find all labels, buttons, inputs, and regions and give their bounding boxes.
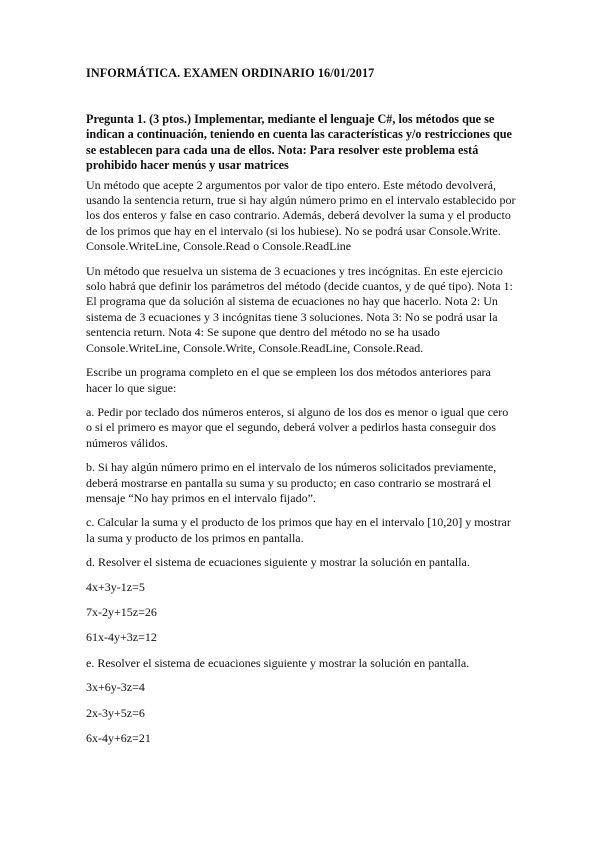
paragraph-program: Escribe un programa completo en el que se empleen los dos métodos anteriores para hacer lo que sigue:: [86, 365, 491, 395]
equation-d-2: 7x-2y+15z=26: [86, 604, 157, 619]
exam-title: INFORMÁTICA. EXAMEN ORDINARIO 16/01/2017: [86, 66, 375, 80]
item-d: d. Resolver el sistema de ecuaciones siguiente y mostrar la solución en pantalla.: [86, 555, 470, 570]
equation-e-2: 2x-3y+5z=6: [86, 705, 145, 720]
paragraph-method-2: Un método que resuelva un sistema de 3 ecuaciones y tres incógnitas. En este ejercicio solo habrá que definir los parámetros del método (decide cuantos, y de qué tipo). Nota 1: El programa que da solución al sistema de ecuaciones no hay que hacerlo. Nota 2: Un sistema de 3 ecuaciones y 3 incógnitas tiene 3 soluciones. Nota 3: No se podrá usar la sentencia return. Nota 4: Se supone que dentro del método no se ha usado Console.WriteLine, Console.Write, Console.ReadLine, Console.Read.: [86, 263, 513, 355]
item-e: e. Resolver el sistema de ecuaciones siguiente y mostrar la solución en pantalla.: [86, 655, 470, 670]
item-a: a. Pedir por teclado dos números enteros, si alguno de los dos es menor o igual que cero o si el primero es mayor que el segundo, deberá volver a pedirlos hasta conseguir dos números válidos.: [86, 404, 509, 450]
equation-d-1: 4x+3y-1z=5: [86, 579, 145, 594]
item-b: b. Si hay algún número primo en el intervalo de los números solicitados previamente, deberá mostrarse en pantalla su suma y su producto; en caso contrario se mostrará el mensaje “No hay primos en el intervalo fijado”.: [86, 460, 497, 505]
equation-d-3: 61x-4y+3z=12: [86, 630, 157, 645]
item-c: c. Calcular la suma y el producto de los primos que hay en el intervalo [10,20] y mostrar la suma y producto de los primos en pantalla.: [86, 515, 511, 545]
equation-e-1: 3x+6y-3z=4: [86, 680, 145, 695]
exam-page: [86, 66, 516, 756]
equation-e-3: 6x-4y+6z=21: [86, 731, 151, 745]
question-1-heading: Pregunta 1. (3 ptos.) Implementar, mediante el lenguaje C#, los métodos que se indican a continuación, teniendo en cuenta las características y/o restricciones que se establecen para cada una de ellos. Nota: Para resolver este problema está prohibido hacer menús y usar matrices: [86, 112, 512, 173]
paragraph-method-1: Un método que acepte 2 argumentos por valor de tipo entero. Este método devolverá, usando la sentencia return, true si hay algún número primo en el intervalo establecido por los dos enteros y false en caso contrario. Además, deberá devolver la suma y el producto de los primos que hay en el intervalo (si los hubiese). No se podrá usar Console.Write. Console.WriteLine, Console.Read o Console.ReadLine: [86, 177, 516, 254]
